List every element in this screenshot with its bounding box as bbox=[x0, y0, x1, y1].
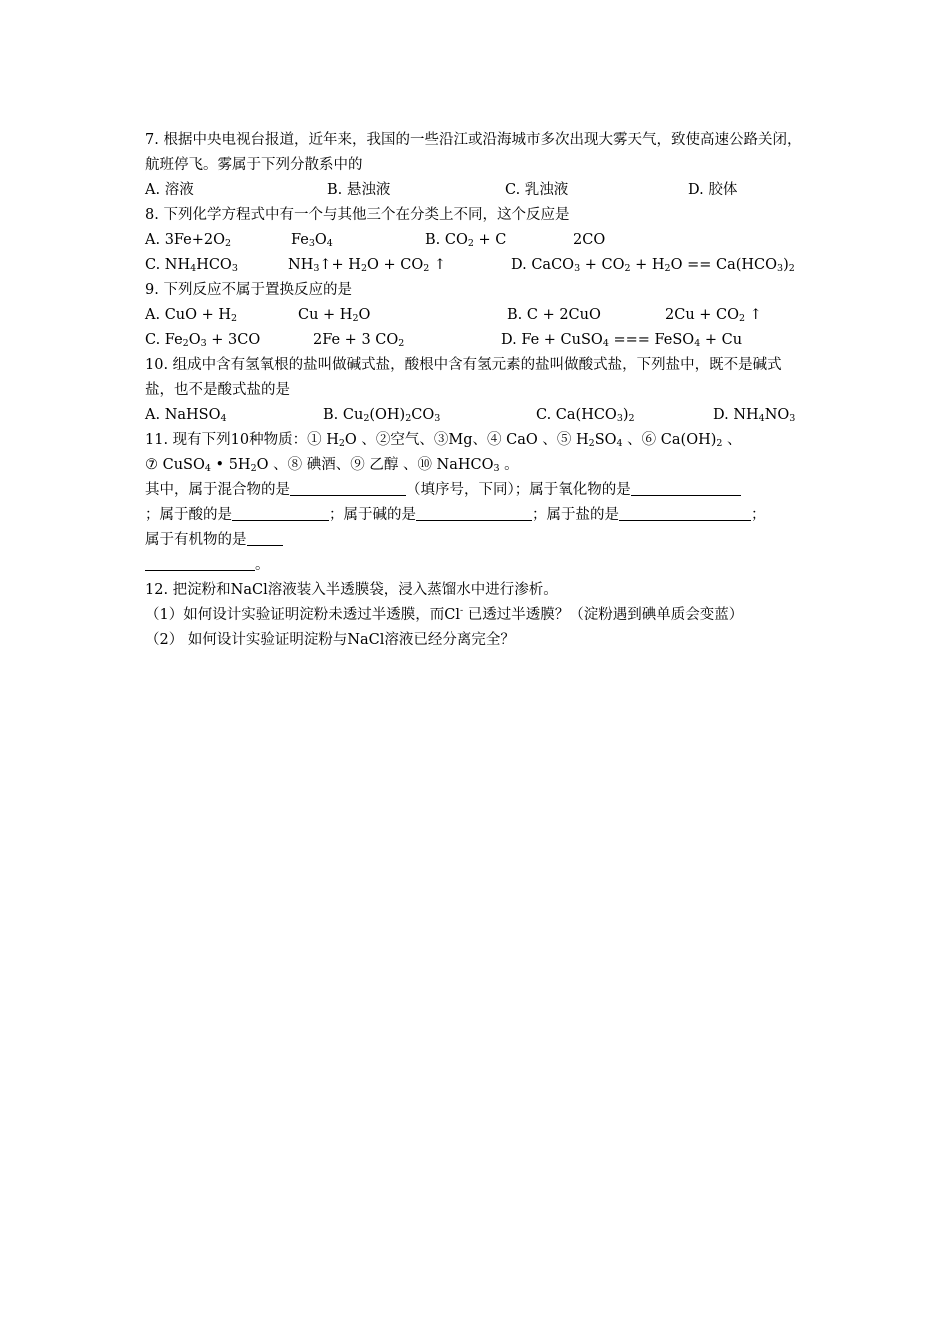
question-12-stem: 12. 把淀粉和NaCl溶液装入半透膜袋，浸入蒸馏水中进行渗析。 bbox=[145, 582, 558, 598]
question-11-substances-2: ⑦ CuSO$_4$ • $5H_2O$ 、⑧ 碘酒、⑨ 乙醇 、⑩ NaHCO$_3$ 。 bbox=[145, 457, 519, 474]
organic-answer-blank[interactable] bbox=[247, 529, 283, 546]
salt-answer-blank[interactable] bbox=[619, 504, 751, 521]
question-7-stem: 7. 根据中央电视台报道，近年来，我国的一些沿江或沿海城市多次出现大雾天气，致使高速公路关闭，航班停飞。雾属于下列分散系中的 bbox=[145, 132, 802, 173]
q9-option-a: A. CuO + $H_2$ bbox=[145, 307, 238, 324]
q7-option-c: C. 乳浊液 bbox=[505, 182, 569, 198]
mixture-answer-blank[interactable] bbox=[290, 479, 406, 496]
question-11-blanks-1: 其中，属于混合物的是 （填序号，下同）；属于氧化物的是 bbox=[145, 478, 810, 503]
question-10-stem: 10. 组成中含有氢氧根的盐叫做碱式盐，酸根中含有氢元素的盐叫做酸式盐，下列盐中，既不是碱式盐，也不是酸式盐的是 bbox=[145, 357, 782, 398]
q9-option-d: D. Fe + CuSO$_4$ === FeSO$_4$ + Cu bbox=[501, 332, 743, 349]
q10-option-d: D. $NH_4NO_3$ bbox=[713, 407, 796, 424]
q9-option-b: B. C + 2CuO bbox=[507, 307, 601, 323]
question-9-stem: 9. 下列反应不属于置换反应的是 bbox=[145, 282, 352, 298]
q10-option-a: A. NaHSO$_4$ bbox=[145, 407, 227, 424]
organic-answer-blank-continued[interactable] bbox=[145, 554, 255, 571]
q9-option-c: C. $Fe_2O_3 + 3CO$ bbox=[145, 332, 261, 349]
q8-option-a-product: $Fe_3O_4$ bbox=[291, 232, 333, 249]
q7-option-a: A. 溶液 bbox=[145, 182, 194, 198]
question-12-part-1: （1）如何设计实验证明淀粉未透过半透膜，而Cl- 已透过半透膜？（淀粉遇到碘单质会变蓝） bbox=[145, 605, 744, 623]
q9-option-b-product: $2Cu + CO_2$ ↑ bbox=[665, 307, 762, 324]
q8-option-d: D. CaCO$_3$ + $CO_2 + H_2O == Ca(HCO_3)_2$ bbox=[511, 257, 795, 274]
q7-option-b: B. 悬浊液 bbox=[327, 182, 391, 198]
acid-answer-blank[interactable] bbox=[232, 504, 329, 521]
question-11-blanks-3: 属于有机物的是 bbox=[145, 528, 810, 553]
base-answer-blank[interactable] bbox=[416, 504, 532, 521]
oxide-answer-blank[interactable] bbox=[631, 479, 741, 496]
q8-option-c: C. $NH_4HCO_3$ bbox=[145, 257, 238, 274]
q8-option-b: B. $CO_2 + C$ bbox=[425, 232, 507, 249]
question-12-part-2: （2） 如何设计实验证明淀粉与NaCl溶液已经分离完全？ bbox=[145, 632, 515, 648]
question-9-options-ab bbox=[145, 303, 810, 328]
question-11-blanks-4: 。 bbox=[145, 553, 810, 578]
q7-option-d: D. 胶体 bbox=[688, 182, 738, 198]
q10-option-c: C. $Ca(HCO_3)_2$ bbox=[536, 407, 635, 424]
q8-option-c-product: $NH_3↑+ H_2O + CO_2$ ↑ bbox=[288, 257, 447, 274]
question-11-substances-1: 11. 现有下列10种物质：① $H_2O$ 、②空气、③Mg、④ CaO 、⑤ $H_2SO_4$ 、⑥ $Ca(OH)_2$ 、 bbox=[145, 432, 742, 449]
worksheet bbox=[145, 128, 810, 653]
question-7-options bbox=[145, 178, 810, 203]
q9-option-c-product: 2Fe + 3 $CO_2$ bbox=[313, 332, 405, 349]
q8-option-a: A. $3Fe+2O_2$ bbox=[145, 232, 232, 249]
question-11-blanks-2: ；属于酸的是 ；属于碱的是 ；属于盐的是 ； bbox=[145, 503, 810, 528]
q10-option-b: B. $Cu_2(OH)_2CO_3$ bbox=[323, 407, 441, 424]
question-8-options-ab bbox=[145, 228, 810, 253]
question-8-stem: 8. 下列化学方程式中有一个与其他三个在分类上不同，这个反应是 bbox=[145, 207, 570, 223]
q9-option-a-product: $Cu + H_2O$ bbox=[298, 307, 371, 324]
question-8-options-cd bbox=[145, 253, 810, 278]
q8-option-b-product: 2CO bbox=[573, 232, 606, 248]
question-10-options bbox=[145, 403, 810, 428]
question-9-options-cd bbox=[145, 328, 810, 353]
